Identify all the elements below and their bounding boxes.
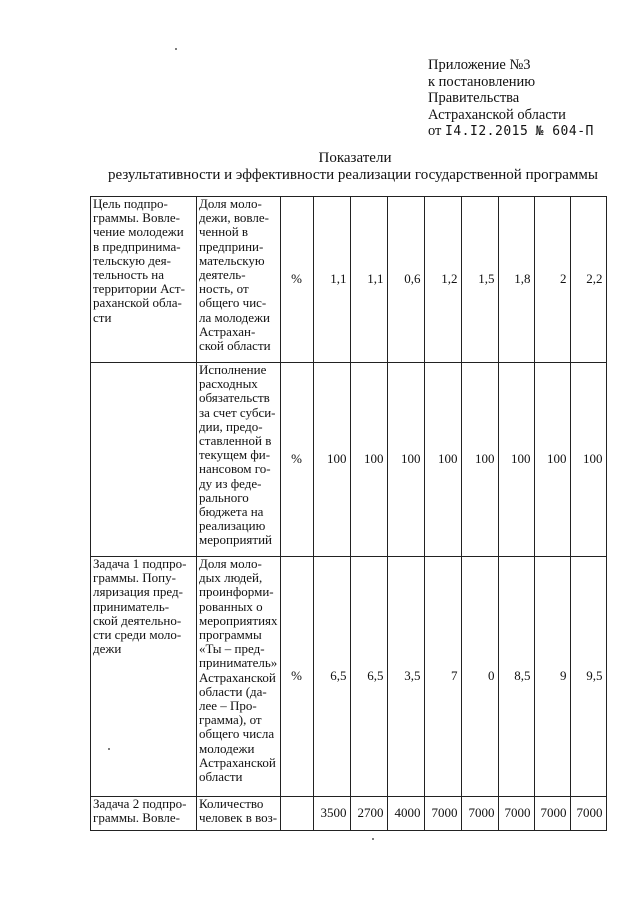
value-cell: 2 bbox=[534, 197, 570, 363]
unit-cell: % bbox=[280, 363, 313, 557]
value-cell: 9 bbox=[534, 557, 570, 797]
title-line-1: Показатели bbox=[318, 150, 392, 166]
value-cell: 100 bbox=[424, 363, 461, 557]
value-cell: 7000 bbox=[424, 797, 461, 831]
value-cell: 6,5 bbox=[350, 557, 387, 797]
value-cell: 100 bbox=[313, 363, 350, 557]
table-row bbox=[91, 797, 607, 831]
value-cell: 0,6 bbox=[387, 197, 424, 363]
indicator-cell: Исполнение расходных обязательств за счет субси- дии, предо- ставленной в текущем фи- нансовом го- ду из феде- рального бюджета на реализацию мероприятий bbox=[197, 363, 281, 557]
value-cell: 7000 bbox=[461, 797, 498, 831]
value-cell: 8,5 bbox=[498, 557, 534, 797]
value-cell: 100 bbox=[570, 363, 606, 557]
appendix-date-line bbox=[428, 123, 594, 141]
table-row bbox=[91, 197, 607, 363]
resolution-number: № 604-П bbox=[535, 124, 594, 139]
indicator-cell: Доля моло- дых людей, проинформи- рованных о мероприятиях программы «Ты – пред- приниматель» Астраханской области (да- лее – Про- грамма), от общего числа молодежи Астраханской области bbox=[197, 557, 281, 797]
scan-speck bbox=[175, 48, 177, 50]
goal-cell: Задача 1 подпро- граммы. Попу- ляризация пред- приниматель- ской деятельно- сти среди моло- дежи bbox=[91, 557, 197, 797]
value-cell: 100 bbox=[534, 363, 570, 557]
value-cell: 1,1 bbox=[313, 197, 350, 363]
goal-cell bbox=[91, 363, 197, 557]
value-cell: 7000 bbox=[498, 797, 534, 831]
goal-cell: Цель подпро- граммы. Вовле- чение молодежи в предпринима- тельскую дея- тельность на территории Аст- раханской обла- сти bbox=[91, 197, 197, 363]
value-cell: 6,5 bbox=[313, 557, 350, 797]
goal-cell: Задача 2 подпро- граммы. Вовле- bbox=[91, 797, 197, 831]
unit-cell bbox=[280, 797, 313, 831]
appendix-label: Приложение №3 bbox=[428, 57, 531, 73]
value-cell: 3500 bbox=[313, 797, 350, 831]
value-cell: 2,2 bbox=[570, 197, 606, 363]
value-cell: 1,2 bbox=[424, 197, 461, 363]
title-line-2: результативности и эффективности реализации государственной программы bbox=[107, 167, 598, 183]
value-cell: 1,8 bbox=[498, 197, 534, 363]
indicators-table bbox=[90, 196, 607, 831]
scan-speck bbox=[372, 838, 374, 840]
table-row bbox=[91, 557, 607, 797]
indicator-cell: Количество человек в воз- bbox=[197, 797, 281, 831]
value-cell: 100 bbox=[461, 363, 498, 557]
value-cell: 7 bbox=[424, 557, 461, 797]
value-cell: 100 bbox=[387, 363, 424, 557]
value-cell: 3,5 bbox=[387, 557, 424, 797]
appendix-line-region: Астраханской области bbox=[428, 106, 566, 123]
document-title bbox=[0, 150, 640, 184]
appendix-line-resolution: к постановлению bbox=[428, 73, 536, 90]
date-prefix: от bbox=[428, 123, 446, 139]
value-cell: 0 bbox=[461, 557, 498, 797]
value-cell: 100 bbox=[350, 363, 387, 557]
unit-cell: % bbox=[280, 557, 313, 797]
value-cell: 1,5 bbox=[461, 197, 498, 363]
value-cell: 2700 bbox=[350, 797, 387, 831]
value-cell: 9,5 bbox=[570, 557, 606, 797]
value-cell: 1,1 bbox=[350, 197, 387, 363]
value-cell: 100 bbox=[498, 363, 534, 557]
unit-cell: % bbox=[280, 197, 313, 363]
resolution-date: I4.I2.2015 bbox=[445, 124, 529, 139]
value-cell: 7000 bbox=[570, 797, 606, 831]
appendix-header bbox=[428, 57, 594, 141]
value-cell: 4000 bbox=[387, 797, 424, 831]
value-cell: 7000 bbox=[534, 797, 570, 831]
indicator-cell: Доля моло- дежи, вовле- ченной в предприни- мательскую деятель- ность, от общего чис- ла молодежи Астрахан- ской области bbox=[197, 197, 281, 363]
table-row bbox=[91, 363, 607, 557]
appendix-line-government: Правительства bbox=[428, 90, 520, 106]
scan-speck bbox=[108, 748, 110, 750]
